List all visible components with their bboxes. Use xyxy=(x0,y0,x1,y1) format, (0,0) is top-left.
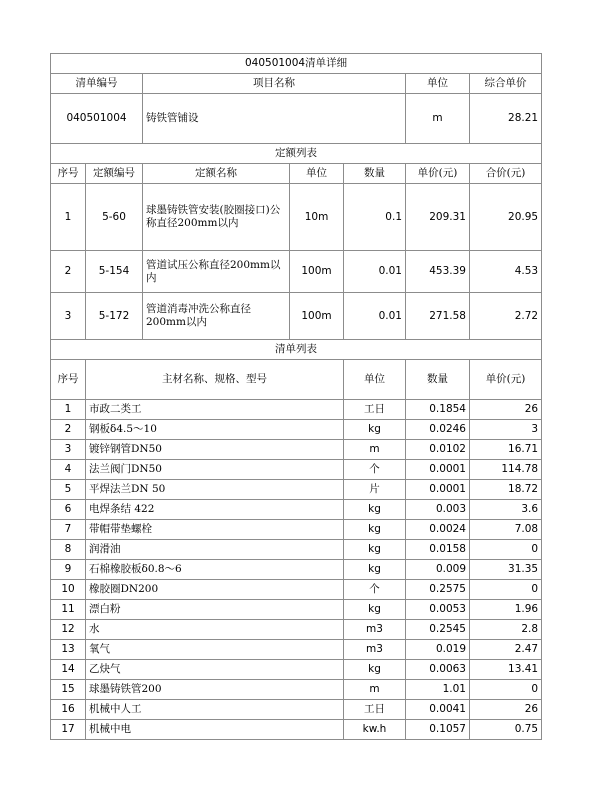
material-unit: m3 xyxy=(344,620,406,640)
material-unit: kg xyxy=(344,500,406,520)
material-name: 带帽带垫螺栓 xyxy=(86,520,344,540)
material-header-row xyxy=(51,360,542,400)
material-name: 机械中人工 xyxy=(86,700,344,720)
quota-name-header: 定额名称 xyxy=(143,164,290,184)
quota-row xyxy=(51,293,542,340)
material-seq-header: 序号 xyxy=(51,360,86,400)
material-seq: 12 xyxy=(51,620,86,640)
quota-section-row xyxy=(51,144,542,164)
bill-price: 28.21 xyxy=(470,94,542,144)
material-seq: 9 xyxy=(51,560,86,580)
quota-unit-price-header: 单价(元) xyxy=(406,164,470,184)
material-unit-price: 0.75 xyxy=(470,720,542,740)
quota-total: 20.95 xyxy=(470,184,542,251)
material-unit: kg xyxy=(344,540,406,560)
material-seq: 14 xyxy=(51,660,86,680)
bill-code: 040501004 xyxy=(51,94,143,144)
material-row xyxy=(51,420,542,440)
material-name: 水 xyxy=(86,620,344,640)
material-row xyxy=(51,580,542,600)
material-qty: 0.0246 xyxy=(406,420,470,440)
bill-row xyxy=(51,94,542,144)
material-unit-price: 114.78 xyxy=(470,460,542,480)
material-qty: 0.0041 xyxy=(406,700,470,720)
material-name: 电焊条结 422 xyxy=(86,500,344,520)
material-qty-header: 数量 xyxy=(406,360,470,400)
material-unit: 工日 xyxy=(344,400,406,420)
material-seq: 11 xyxy=(51,600,86,620)
bill-name: 铸铁管铺设 xyxy=(143,94,406,144)
material-name: 镀锌钢管DN50 xyxy=(86,440,344,460)
material-name: 润滑油 xyxy=(86,540,344,560)
quota-seq: 1 xyxy=(51,184,86,251)
material-section-title: 清单列表 xyxy=(51,340,542,360)
bill-unit-header: 单位 xyxy=(406,74,470,94)
material-qty: 0.0001 xyxy=(406,460,470,480)
material-row xyxy=(51,520,542,540)
quota-header-row xyxy=(51,164,542,184)
material-seq: 7 xyxy=(51,520,86,540)
quota-qty-header: 数量 xyxy=(344,164,406,184)
material-unit: 工日 xyxy=(344,700,406,720)
quota-unit: 100m xyxy=(290,293,344,340)
material-name: 漂白粉 xyxy=(86,600,344,620)
material-name: 机械中电 xyxy=(86,720,344,740)
material-unit: 个 xyxy=(344,460,406,480)
material-unit-price: 16.71 xyxy=(470,440,542,460)
material-unit: m xyxy=(344,440,406,460)
material-qty: 0.1057 xyxy=(406,720,470,740)
material-qty: 0.1854 xyxy=(406,400,470,420)
material-seq: 17 xyxy=(51,720,86,740)
material-unit-price: 2.8 xyxy=(470,620,542,640)
material-row xyxy=(51,480,542,500)
material-name: 氧气 xyxy=(86,640,344,660)
material-seq: 2 xyxy=(51,420,86,440)
material-section-row xyxy=(51,340,542,360)
material-seq: 1 xyxy=(51,400,86,420)
material-name: 球墨铸铁管200 xyxy=(86,680,344,700)
material-row xyxy=(51,700,542,720)
bill-unit: m xyxy=(406,94,470,144)
material-qty: 0.0102 xyxy=(406,440,470,460)
bill-header-row xyxy=(51,74,542,94)
material-row xyxy=(51,600,542,620)
page-title: 040501004清单详细 xyxy=(51,54,542,74)
quota-qty: 0.01 xyxy=(344,293,406,340)
material-seq: 3 xyxy=(51,440,86,460)
material-seq: 6 xyxy=(51,500,86,520)
quota-qty: 0.1 xyxy=(344,184,406,251)
material-qty: 0.009 xyxy=(406,560,470,580)
quota-name: 管道消毒冲洗公称直径200mm以内 xyxy=(143,293,290,340)
material-unit: kg xyxy=(344,420,406,440)
material-unit-price: 3.6 xyxy=(470,500,542,520)
material-row xyxy=(51,460,542,480)
material-seq: 5 xyxy=(51,480,86,500)
quota-unit-price: 209.31 xyxy=(406,184,470,251)
quota-total-header: 合价(元) xyxy=(470,164,542,184)
quota-unit: 10m xyxy=(290,184,344,251)
material-name: 平焊法兰DN 50 xyxy=(86,480,344,500)
material-name: 乙炔气 xyxy=(86,660,344,680)
quota-name: 管道试压公称直径200mm以内 xyxy=(143,251,290,293)
material-unit: m xyxy=(344,680,406,700)
bill-code-header: 清单编号 xyxy=(51,74,143,94)
material-qty: 0.0001 xyxy=(406,480,470,500)
quota-unit-header: 单位 xyxy=(290,164,344,184)
quota-unit: 100m xyxy=(290,251,344,293)
material-qty: 0.0158 xyxy=(406,540,470,560)
material-name: 石棉橡胶板δ0.8～6 xyxy=(86,560,344,580)
material-unit-price: 26 xyxy=(470,400,542,420)
material-name: 钢板δ4.5～10 xyxy=(86,420,344,440)
material-unit-price-header: 单价(元) xyxy=(470,360,542,400)
material-name: 法兰阀门DN50 xyxy=(86,460,344,480)
material-row xyxy=(51,440,542,460)
quota-row xyxy=(51,251,542,293)
quota-seq: 3 xyxy=(51,293,86,340)
material-qty: 1.01 xyxy=(406,680,470,700)
material-seq: 8 xyxy=(51,540,86,560)
material-unit-price: 7.08 xyxy=(470,520,542,540)
material-seq: 13 xyxy=(51,640,86,660)
quota-unit-price: 271.58 xyxy=(406,293,470,340)
material-unit: kg xyxy=(344,600,406,620)
material-row xyxy=(51,620,542,640)
material-unit-price: 3 xyxy=(470,420,542,440)
quota-code-header: 定额编号 xyxy=(86,164,143,184)
material-row xyxy=(51,720,542,740)
quota-code: 5-60 xyxy=(86,184,143,251)
bill-detail-table xyxy=(50,53,542,740)
material-row xyxy=(51,540,542,560)
quota-section-title: 定额列表 xyxy=(51,144,542,164)
material-unit: 个 xyxy=(344,580,406,600)
quota-code: 5-172 xyxy=(86,293,143,340)
material-unit: kg xyxy=(344,520,406,540)
material-qty: 0.2545 xyxy=(406,620,470,640)
quota-total: 2.72 xyxy=(470,293,542,340)
material-unit-price: 0 xyxy=(470,580,542,600)
material-unit-price: 18.72 xyxy=(470,480,542,500)
quota-row xyxy=(51,184,542,251)
bill-price-header: 综合单价 xyxy=(470,74,542,94)
quota-qty: 0.01 xyxy=(344,251,406,293)
material-row xyxy=(51,680,542,700)
material-seq: 16 xyxy=(51,700,86,720)
material-seq: 4 xyxy=(51,460,86,480)
quota-seq-header: 序号 xyxy=(51,164,86,184)
material-unit: kg xyxy=(344,660,406,680)
material-unit-price: 0 xyxy=(470,680,542,700)
material-unit: m3 xyxy=(344,640,406,660)
material-unit-price: 26 xyxy=(470,700,542,720)
quota-code: 5-154 xyxy=(86,251,143,293)
material-row xyxy=(51,560,542,580)
material-row xyxy=(51,500,542,520)
material-row xyxy=(51,400,542,420)
material-row xyxy=(51,660,542,680)
material-name: 市政二类工 xyxy=(86,400,344,420)
material-unit-price: 13.41 xyxy=(470,660,542,680)
material-qty: 0.0024 xyxy=(406,520,470,540)
material-qty: 0.019 xyxy=(406,640,470,660)
material-qty: 0.003 xyxy=(406,500,470,520)
bill-name-header: 项目名称 xyxy=(143,74,406,94)
material-qty: 0.0053 xyxy=(406,600,470,620)
material-unit: kw.h xyxy=(344,720,406,740)
material-seq: 10 xyxy=(51,580,86,600)
quota-name: 球墨铸铁管安装(胶圈接口)公称直径200mm以内 xyxy=(143,184,290,251)
material-unit-price: 0 xyxy=(470,540,542,560)
material-name-header: 主材名称、规格、型号 xyxy=(86,360,344,400)
title-row xyxy=(51,54,542,74)
material-qty: 0.2575 xyxy=(406,580,470,600)
material-unit: 片 xyxy=(344,480,406,500)
material-unit-price: 1.96 xyxy=(470,600,542,620)
material-seq: 15 xyxy=(51,680,86,700)
material-name: 橡胶圈DN200 xyxy=(86,580,344,600)
material-unit-header: 单位 xyxy=(344,360,406,400)
quota-seq: 2 xyxy=(51,251,86,293)
material-unit-price: 31.35 xyxy=(470,560,542,580)
quota-total: 4.53 xyxy=(470,251,542,293)
material-qty: 0.0063 xyxy=(406,660,470,680)
material-unit: kg xyxy=(344,560,406,580)
material-row xyxy=(51,640,542,660)
material-unit-price: 2.47 xyxy=(470,640,542,660)
quota-unit-price: 453.39 xyxy=(406,251,470,293)
